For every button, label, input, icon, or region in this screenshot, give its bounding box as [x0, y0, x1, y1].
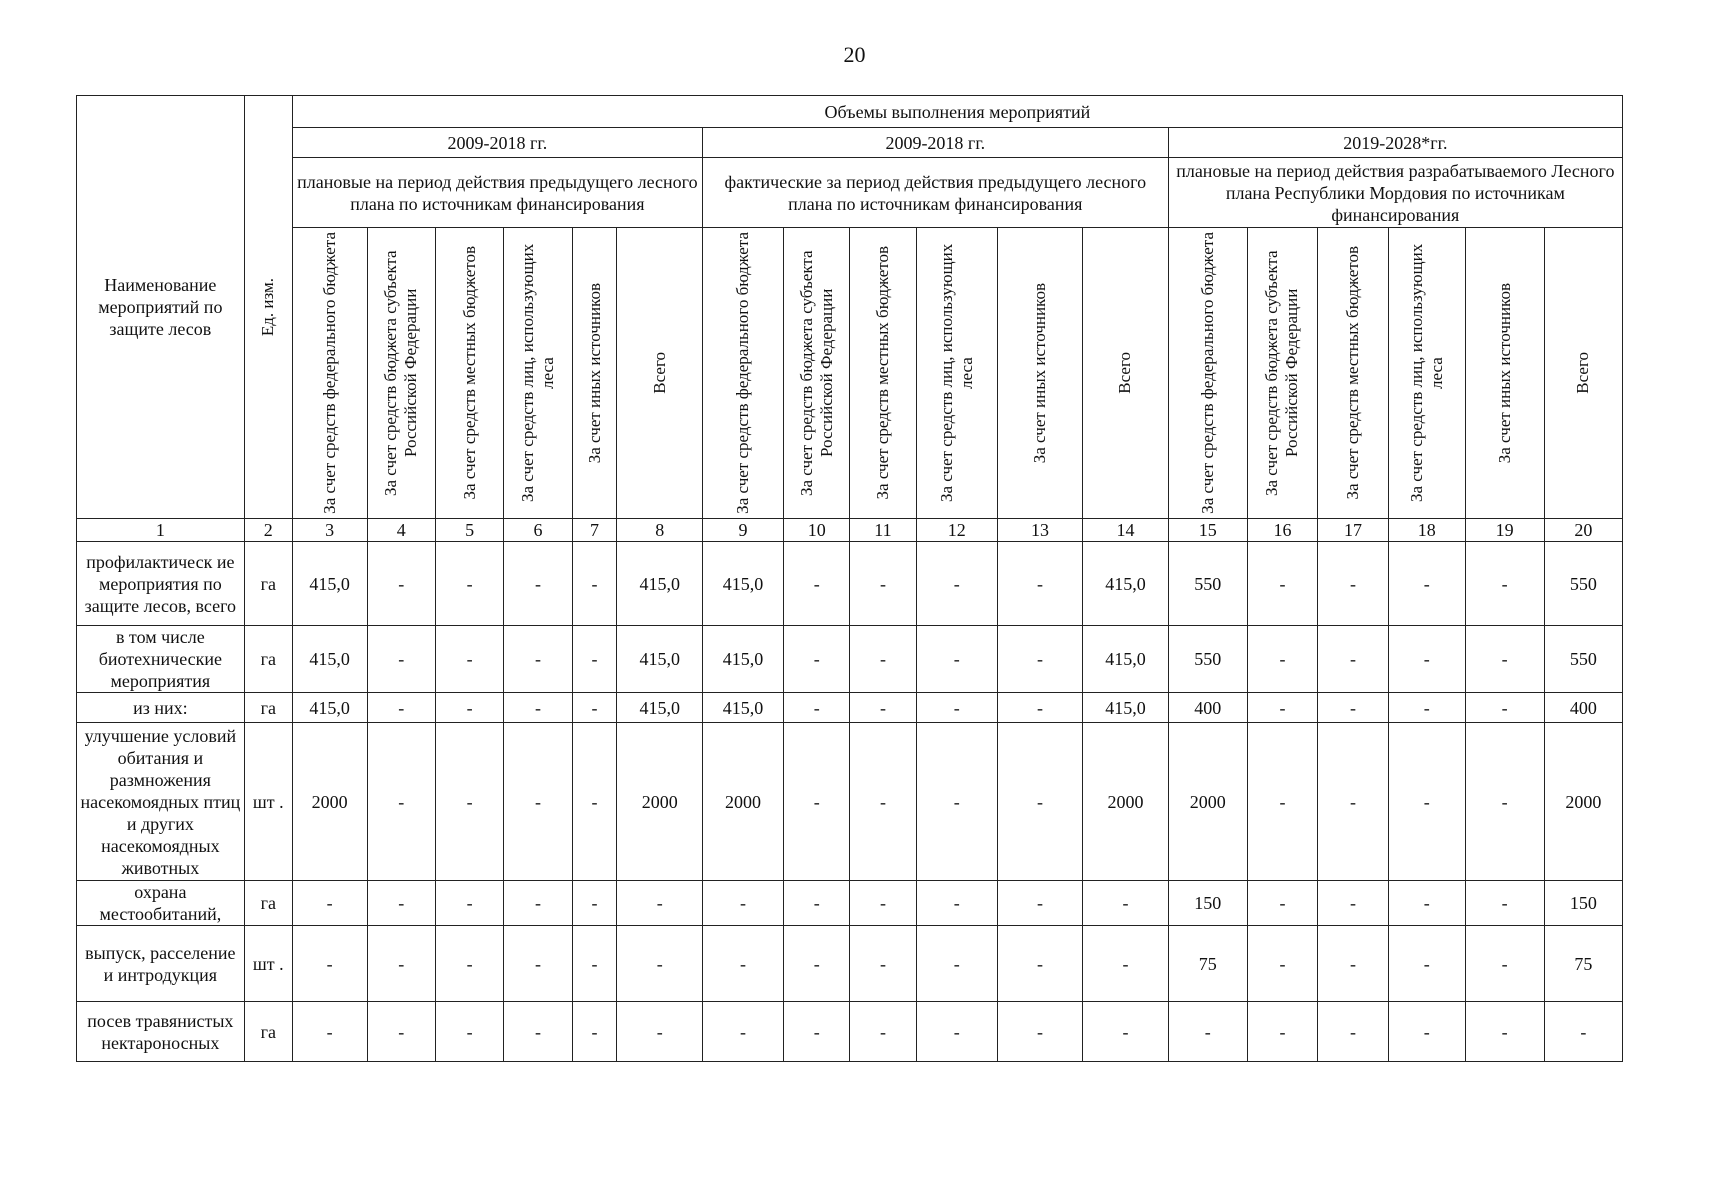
table-row: [77, 626, 1623, 693]
table-cell: 150: [1544, 881, 1622, 926]
table-cell: 415,0: [617, 693, 702, 723]
plan-header-prev: плановые на период действия предыдущего лесного плана по источникам финансирования: [292, 158, 702, 228]
forest-protection-table: [76, 95, 1623, 1062]
column-number: 14: [1083, 519, 1168, 542]
table-cell: -: [1465, 542, 1544, 626]
table-cell: -: [850, 693, 916, 723]
table-cell: -: [572, 1002, 617, 1062]
table-cell: 400: [1168, 693, 1247, 723]
table-cell: -: [367, 723, 435, 881]
table-cell: 415,0: [1083, 693, 1168, 723]
table-cell: -: [1247, 626, 1318, 693]
table-cell: -: [1388, 1002, 1465, 1062]
table-cell: -: [367, 881, 435, 926]
table-cell: 150: [1168, 881, 1247, 926]
source-header: [1544, 228, 1622, 519]
table-cell: -: [1388, 723, 1465, 881]
table-cell: -: [702, 926, 783, 1002]
table-cell: 2000: [1544, 723, 1622, 881]
source-header-text: За счет средств местных бюджетов: [459, 246, 479, 500]
table-cell: 415,0: [702, 626, 783, 693]
table-cell: -: [504, 626, 572, 693]
source-header-text: За счет средств бюджета субъекта Российской Федерации: [1262, 250, 1302, 496]
table-cell: 415,0: [702, 542, 783, 626]
source-header-text: За счет средств лиц, использующих леса: [936, 243, 976, 503]
row-name: в том числе биотехнические мероприятия: [77, 626, 245, 693]
table-cell: -: [1083, 1002, 1168, 1062]
table-cell: 550: [1544, 542, 1622, 626]
source-header: [435, 228, 503, 519]
table-cell: -: [1083, 926, 1168, 1002]
table-row: [77, 881, 1623, 926]
table-cell: -: [916, 626, 997, 693]
table-cell: -: [997, 1002, 1082, 1062]
table-cell: 415,0: [292, 693, 367, 723]
table-cell: -: [850, 723, 916, 881]
table-cell: -: [1318, 881, 1389, 926]
source-header-text: За счет средств лиц, использующих леса: [1406, 243, 1446, 503]
table-cell: 415,0: [1083, 542, 1168, 626]
table-cell: -: [997, 926, 1082, 1002]
table-cell: -: [1168, 1002, 1247, 1062]
table-cell: 415,0: [292, 626, 367, 693]
column-number: 12: [916, 519, 997, 542]
table-cell: -: [504, 881, 572, 926]
table-cell: -: [435, 881, 503, 926]
table-cell: -: [916, 881, 997, 926]
actual-header-prev: фактические за период действия предыдущего лесного плана по источникам финансирования: [702, 158, 1168, 228]
row-name: охрана местообитаний,: [77, 881, 245, 926]
table-cell: -: [617, 1002, 702, 1062]
source-header: [702, 228, 783, 519]
source-header: [617, 228, 702, 519]
table-cell: -: [1388, 626, 1465, 693]
source-header: [367, 228, 435, 519]
period-header-plan-new: 2019-2028*гг.: [1168, 128, 1622, 158]
table-cell: 415,0: [292, 542, 367, 626]
source-header: [1388, 228, 1465, 519]
source-header: [784, 228, 850, 519]
table-cell: -: [1544, 1002, 1622, 1062]
table-cell: -: [572, 542, 617, 626]
table-row: [77, 542, 1623, 626]
table-cell: -: [292, 1002, 367, 1062]
table-cell: -: [504, 926, 572, 1002]
table-cell: -: [292, 926, 367, 1002]
table-cell: -: [1388, 542, 1465, 626]
table-cell: -: [784, 626, 850, 693]
table-cell: -: [1083, 881, 1168, 926]
table-cell: -: [997, 693, 1082, 723]
row-name: посев травянистых нектароносных: [77, 1002, 245, 1062]
row-unit: шт .: [244, 926, 292, 1002]
table-cell: -: [1247, 542, 1318, 626]
table-cell: -: [916, 723, 997, 881]
table-cell: -: [1465, 881, 1544, 926]
table-cell: -: [997, 626, 1082, 693]
row-unit: га: [244, 881, 292, 926]
table-cell: -: [850, 1002, 916, 1062]
table-cell: -: [292, 881, 367, 926]
table-cell: -: [1388, 926, 1465, 1002]
table-cell: -: [367, 1002, 435, 1062]
source-header: [1168, 228, 1247, 519]
table-cell: 400: [1544, 693, 1622, 723]
name-column-header: Наименование мероприятий по защите лесов: [77, 96, 245, 519]
row-unit: га: [244, 693, 292, 723]
row-name: выпуск, расселение и интродукция: [77, 926, 245, 1002]
table-cell: 550: [1544, 626, 1622, 693]
table-cell: -: [1465, 723, 1544, 881]
table-cell: -: [916, 926, 997, 1002]
table-cell: -: [1318, 542, 1389, 626]
column-number: 19: [1465, 519, 1544, 542]
table-cell: -: [850, 881, 916, 926]
table-cell: -: [435, 1002, 503, 1062]
table-cell: -: [504, 723, 572, 881]
table-cell: -: [702, 1002, 783, 1062]
table-cell: -: [916, 1002, 997, 1062]
table-cell: -: [1247, 881, 1318, 926]
volumes-header: Объемы выполнения мероприятий: [292, 96, 1622, 128]
table-cell: 2000: [1168, 723, 1247, 881]
column-number: 7: [572, 519, 617, 542]
table-cell: -: [784, 723, 850, 881]
source-header-text: За счет средств местных бюджетов: [1342, 246, 1362, 500]
row-unit: га: [244, 542, 292, 626]
table-cell: -: [435, 626, 503, 693]
table-cell: -: [1318, 1002, 1389, 1062]
source-header-text: За счет средств федерального бюджета: [1197, 232, 1217, 514]
row-unit: шт .: [244, 723, 292, 881]
table-cell: -: [1465, 1002, 1544, 1062]
table-cell: 550: [1168, 626, 1247, 693]
table-cell: -: [367, 542, 435, 626]
source-header: [850, 228, 916, 519]
column-number: 8: [617, 519, 702, 542]
table-row: [77, 723, 1623, 881]
source-header: [504, 228, 572, 519]
column-number: 18: [1388, 519, 1465, 542]
table-cell: -: [1465, 626, 1544, 693]
page-number: 20: [843, 42, 866, 67]
table-cell: 415,0: [702, 693, 783, 723]
source-header: [1083, 228, 1168, 519]
table-cell: 2000: [292, 723, 367, 881]
source-header-text: За счет средств бюджета субъекта Российской Федерации: [381, 250, 421, 496]
table-cell: -: [435, 693, 503, 723]
source-header-text: Всего: [1115, 352, 1135, 394]
table-cell: 2000: [1083, 723, 1168, 881]
source-header: [916, 228, 997, 519]
source-header: [572, 228, 617, 519]
source-header: [1318, 228, 1389, 519]
column-number: 17: [1318, 519, 1389, 542]
table-cell: -: [617, 881, 702, 926]
table-cell: -: [1318, 693, 1389, 723]
table-cell: -: [784, 881, 850, 926]
row-name: улучшение условий обитания и размножения насекомоядных птиц и других насекомоядных животных: [77, 723, 245, 881]
source-header-text: За счет средств лиц, использующих леса: [517, 243, 557, 503]
source-header-text: За счет средств местных бюджетов: [872, 246, 892, 500]
table-cell: -: [1388, 881, 1465, 926]
table-cell: 415,0: [617, 542, 702, 626]
table-cell: -: [1388, 693, 1465, 723]
table-cell: -: [997, 723, 1082, 881]
source-header-text: За счет иных источников: [584, 282, 604, 464]
column-number: 1: [77, 519, 245, 542]
table-cell: -: [1318, 723, 1389, 881]
table-cell: 415,0: [1083, 626, 1168, 693]
source-header-text: За счет средств федерального бюджета: [733, 232, 753, 514]
table-cell: -: [1247, 693, 1318, 723]
table-cell: -: [1247, 1002, 1318, 1062]
table-cell: -: [1465, 926, 1544, 1002]
table-cell: -: [1465, 693, 1544, 723]
table-cell: -: [367, 926, 435, 1002]
table-cell: -: [435, 926, 503, 1002]
unit-column-header-text: Ед. изм.: [258, 277, 278, 337]
table-cell: -: [702, 881, 783, 926]
source-header-text: За счет иных источников: [1030, 282, 1049, 464]
period-header-plan-prev: 2009-2018 гг.: [292, 128, 702, 158]
table-cell: -: [572, 693, 617, 723]
row-unit: га: [244, 626, 292, 693]
table-row: [77, 926, 1623, 1002]
table-cell: -: [572, 926, 617, 1002]
table-cell: 2000: [617, 723, 702, 881]
table-cell: -: [997, 881, 1082, 926]
column-number: 9: [702, 519, 783, 542]
table-cell: -: [784, 926, 850, 1002]
table-cell: -: [617, 926, 702, 1002]
table-cell: -: [367, 626, 435, 693]
column-number: 20: [1544, 519, 1622, 542]
table-cell: -: [997, 542, 1082, 626]
source-header: [997, 228, 1082, 519]
table-row: [77, 1002, 1623, 1062]
column-number: 11: [850, 519, 916, 542]
table-cell: -: [916, 693, 997, 723]
table-cell: -: [784, 1002, 850, 1062]
table-cell: -: [1318, 926, 1389, 1002]
unit-column-header: [244, 96, 292, 519]
table-cell: -: [1247, 926, 1318, 1002]
table-cell: -: [1247, 723, 1318, 881]
source-header-text: За счет иных источников: [1494, 282, 1514, 464]
table-cell: -: [572, 881, 617, 926]
table-cell: -: [367, 693, 435, 723]
table-cell: -: [572, 626, 617, 693]
column-number: 6: [504, 519, 572, 542]
column-number: 15: [1168, 519, 1247, 542]
column-number: 4: [367, 519, 435, 542]
table-cell: -: [916, 542, 997, 626]
source-header: [1465, 228, 1544, 519]
table-cell: -: [784, 693, 850, 723]
column-number: 2: [244, 519, 292, 542]
column-number: 10: [784, 519, 850, 542]
source-header-text: Всего: [1573, 352, 1593, 394]
table-cell: -: [572, 723, 617, 881]
source-header-text: За счет средств бюджета субъекта Российской Федерации: [796, 250, 836, 496]
source-header: [292, 228, 367, 519]
table-cell: -: [435, 723, 503, 881]
source-header: [1247, 228, 1318, 519]
row-unit: га: [244, 1002, 292, 1062]
table-cell: 75: [1168, 926, 1247, 1002]
period-header-actual-prev: 2009-2018 гг.: [702, 128, 1168, 158]
table-cell: -: [1318, 626, 1389, 693]
table-cell: -: [850, 926, 916, 1002]
table-cell: 2000: [702, 723, 783, 881]
table-cell: -: [435, 542, 503, 626]
table-cell: 415,0: [617, 626, 702, 693]
column-number: 13: [997, 519, 1082, 542]
table-cell: -: [850, 542, 916, 626]
table-cell: 550: [1168, 542, 1247, 626]
source-header-text: За счет средств федерального бюджета: [319, 232, 339, 514]
table-cell: -: [504, 542, 572, 626]
row-name: из них:: [77, 693, 245, 723]
table-cell: 75: [1544, 926, 1622, 1002]
table-cell: -: [504, 693, 572, 723]
row-name: профилактическ ие мероприятия по защите лесов, всего: [77, 542, 245, 626]
table-cell: -: [850, 626, 916, 693]
table-cell: -: [504, 1002, 572, 1062]
column-number: 16: [1247, 519, 1318, 542]
plan-header-new: плановые на период действия разрабатываемого Лесного плана Республики Мордовия по источникам финансирования: [1168, 158, 1622, 228]
source-header-text: Всего: [649, 352, 669, 394]
column-number: 5: [435, 519, 503, 542]
table-cell: -: [784, 542, 850, 626]
column-number: 3: [292, 519, 367, 542]
table-row: [77, 693, 1623, 723]
